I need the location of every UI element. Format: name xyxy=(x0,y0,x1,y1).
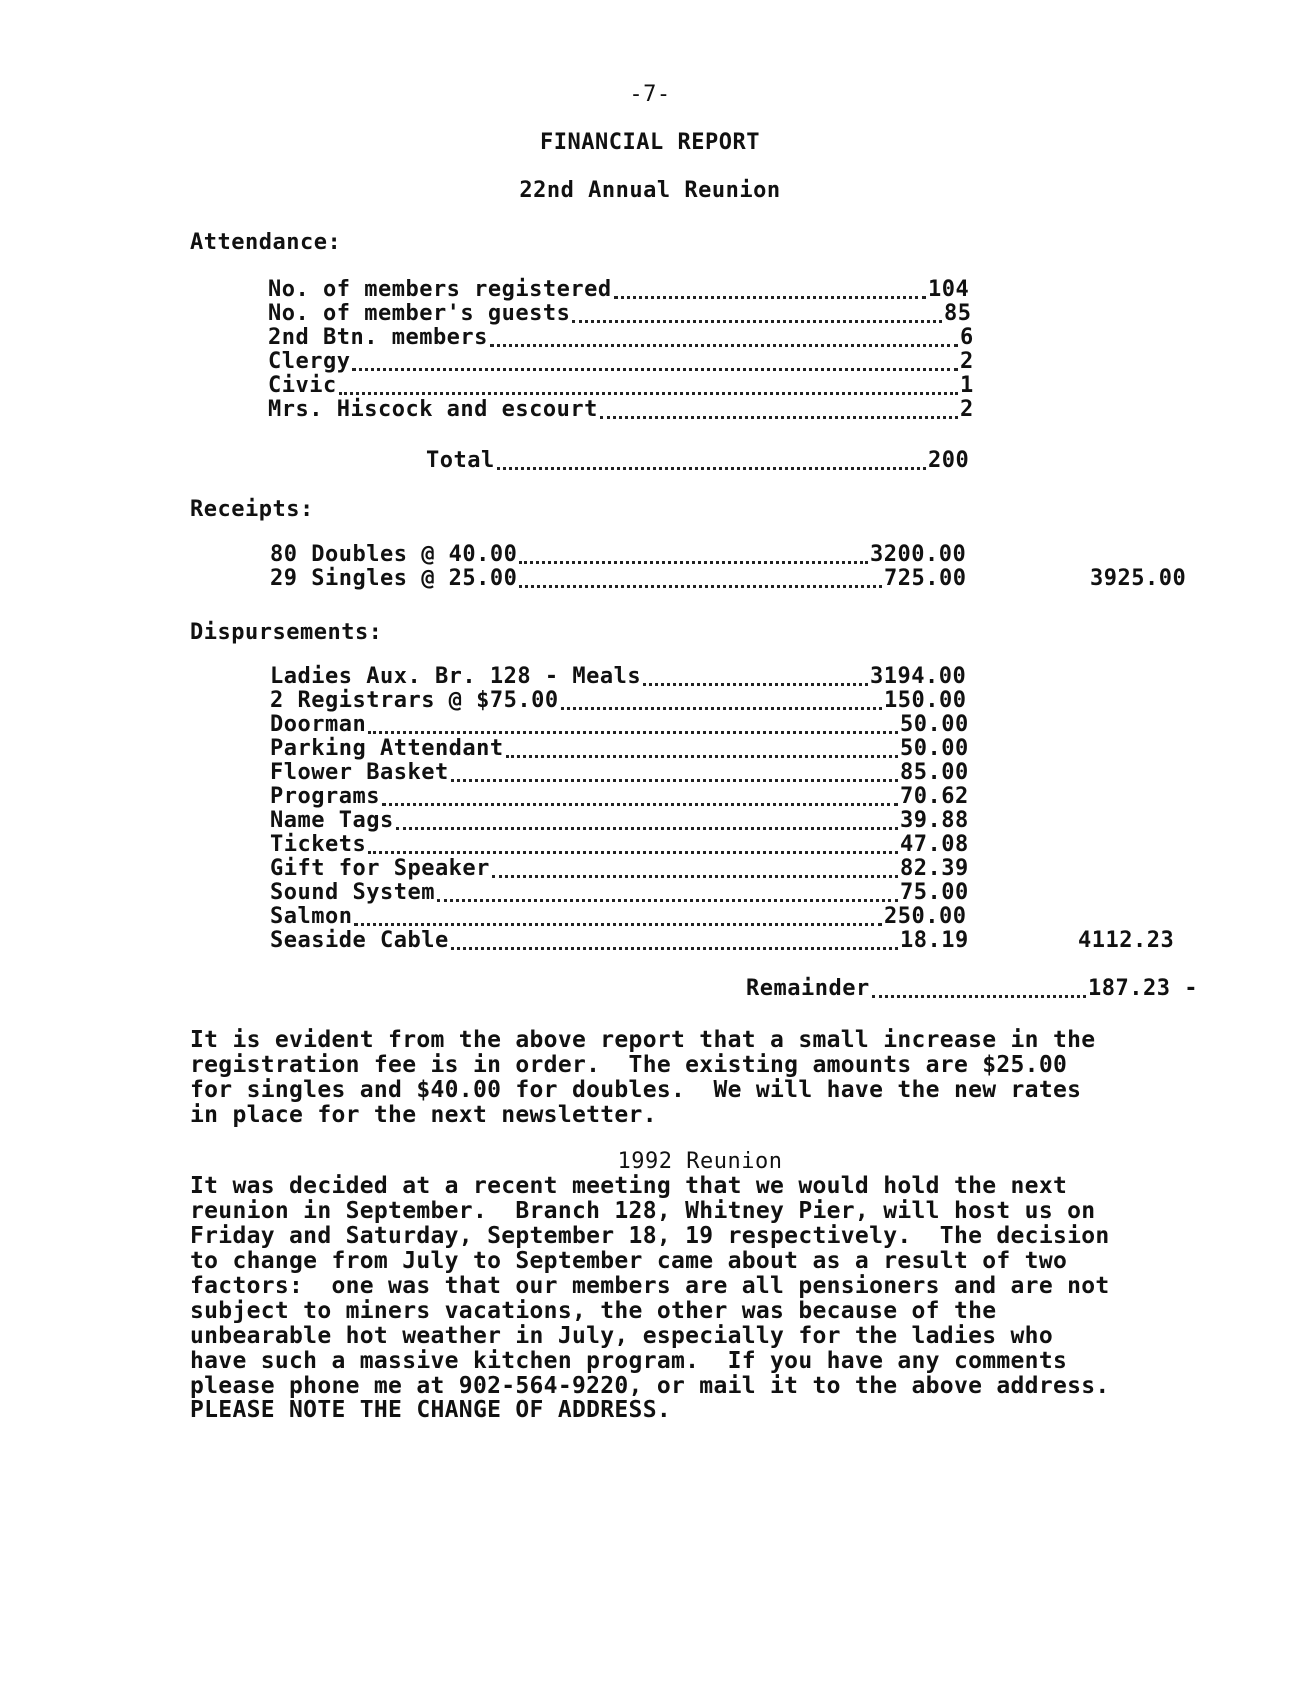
leader-dots xyxy=(352,368,958,371)
leader-dots xyxy=(614,296,926,299)
receipts-value: 725.00 xyxy=(884,566,967,591)
disbursements-label: Tickets xyxy=(270,832,367,857)
leader-dots xyxy=(519,561,868,564)
paragraph-line: to change from July to September came about as a result of two xyxy=(190,1248,1068,1274)
disbursements-label: Salmon xyxy=(270,904,353,929)
disbursements-label: Flower Basket xyxy=(270,760,449,785)
leader-dots xyxy=(872,995,1086,998)
attendance-label: No. of member's guests xyxy=(268,301,571,326)
disbursements-value: 50.00 xyxy=(900,712,969,737)
page-subtitle: 22nd Annual Reunion xyxy=(519,178,781,203)
attendance-value: 104 xyxy=(928,277,970,302)
paragraph-line: for singles and $40.00 for doubles. We will have the new rates xyxy=(190,1077,1082,1103)
leader-dots xyxy=(643,683,868,686)
disbursements-label: Parking Attendant xyxy=(270,736,504,761)
leader-dots xyxy=(497,467,926,470)
disbursements-label: Doorman xyxy=(270,712,367,737)
paragraph-line: please phone me at 902-564-9220, or mail it to the above address. xyxy=(190,1373,1110,1399)
disbursements-value: 47.08 xyxy=(900,832,969,857)
paragraph-line: have such a massive kitchen program. If you have any comments xyxy=(190,1348,1068,1374)
leader-dots xyxy=(437,899,898,902)
disbursements-value: 50.00 xyxy=(900,736,969,761)
disbursements-total: 4112.23 xyxy=(1078,928,1175,953)
attendance-total-label: Total xyxy=(426,448,495,473)
leader-dots xyxy=(368,731,898,734)
leader-dots xyxy=(354,923,882,926)
disbursements-label: Sound System xyxy=(270,880,435,905)
disbursements-value: 18.19 xyxy=(900,928,969,953)
leader-dots xyxy=(451,947,898,950)
receipts-value: 3200.00 xyxy=(870,542,967,567)
attendance-label: 2nd Btn. members xyxy=(268,325,488,350)
disbursements-heading: Dispursements: xyxy=(190,620,383,645)
paragraph-line: It was decided at a recent meeting that we would hold the next xyxy=(190,1173,1068,1199)
paragraph-line: in place for the next newsletter. xyxy=(190,1102,657,1128)
receipts-total: 3925.00 xyxy=(1090,566,1187,591)
remainder-label: Remainder xyxy=(746,976,870,1001)
attendance-heading: Attendance: xyxy=(190,230,342,255)
leader-dots xyxy=(506,755,898,758)
attendance-value: 1 xyxy=(960,373,974,398)
receipts-label: 80 Doubles @ 40.00 xyxy=(270,542,518,567)
disbursements-label: Name Tags xyxy=(270,808,394,833)
attendance-value: 2 xyxy=(960,349,974,374)
disbursements-value: 250.00 xyxy=(884,904,967,929)
attendance-value: 85 xyxy=(944,301,972,326)
receipts-label: 29 Singles @ 25.00 xyxy=(270,566,518,591)
page-title: FINANCIAL REPORT xyxy=(540,130,760,155)
leader-dots xyxy=(451,779,898,782)
leader-dots xyxy=(339,392,958,395)
page-number: -7- xyxy=(629,82,671,107)
disbursements-value: 85.00 xyxy=(900,760,969,785)
paragraph-line: unbearable hot weather in July, especially for the ladies who xyxy=(190,1323,1053,1349)
attendance-label: Mrs. Hiscock and escourt xyxy=(268,397,598,422)
disbursements-value: 39.88 xyxy=(900,808,969,833)
attendance-label: No. of members registered xyxy=(268,277,612,302)
leader-dots xyxy=(396,827,898,830)
leader-dots xyxy=(382,803,898,806)
attendance-value: 2 xyxy=(960,397,974,422)
section-heading: 1992 Reunion xyxy=(617,1149,783,1174)
leader-dots xyxy=(519,585,882,588)
attendance-label: Clergy xyxy=(268,349,351,374)
receipts-heading: Receipts: xyxy=(190,497,314,522)
attendance-total-value: 200 xyxy=(928,448,970,473)
remainder-value: 187.23 - xyxy=(1088,976,1198,1001)
paragraph-line: It is evident from the above report that a small increase in the xyxy=(190,1027,1096,1053)
leader-dots xyxy=(368,851,898,854)
leader-dots xyxy=(572,320,942,323)
disbursements-value: 70.62 xyxy=(900,784,969,809)
leader-dots xyxy=(561,707,882,710)
leader-dots xyxy=(492,875,898,878)
paragraph-line: reunion in September. Branch 128, Whitney Pier, will host us on xyxy=(190,1198,1096,1224)
paragraph-line: subject to miners vacations, the other was because of the xyxy=(190,1298,997,1324)
attendance-value: 6 xyxy=(960,325,974,350)
leader-dots xyxy=(490,344,958,347)
paragraph-line: registration fee is in order. The existing amounts are $25.00 xyxy=(190,1052,1068,1078)
disbursements-value: 82.39 xyxy=(900,856,969,881)
leader-dots xyxy=(600,416,958,419)
disbursements-label: Seaside Cable xyxy=(270,928,449,953)
disbursements-label: Ladies Aux. Br. 128 - Meals xyxy=(270,664,642,689)
attendance-label: Civic xyxy=(268,373,337,398)
disbursements-label: 2 Registrars @ $75.00 xyxy=(270,688,559,713)
disbursements-label: Gift for Speaker xyxy=(270,856,490,881)
disbursements-value: 75.00 xyxy=(900,880,969,905)
paragraph-line: factors: one was that our members are all pensioners and are not xyxy=(190,1273,1110,1299)
disbursements-value: 3194.00 xyxy=(870,664,967,689)
paragraph-line: Friday and Saturday, September 18, 19 respectively. The decision xyxy=(190,1223,1110,1249)
disbursements-value: 150.00 xyxy=(884,688,967,713)
paragraph-line: PLEASE NOTE THE CHANGE OF ADDRESS. xyxy=(190,1397,672,1423)
disbursements-label: Programs xyxy=(270,784,380,809)
